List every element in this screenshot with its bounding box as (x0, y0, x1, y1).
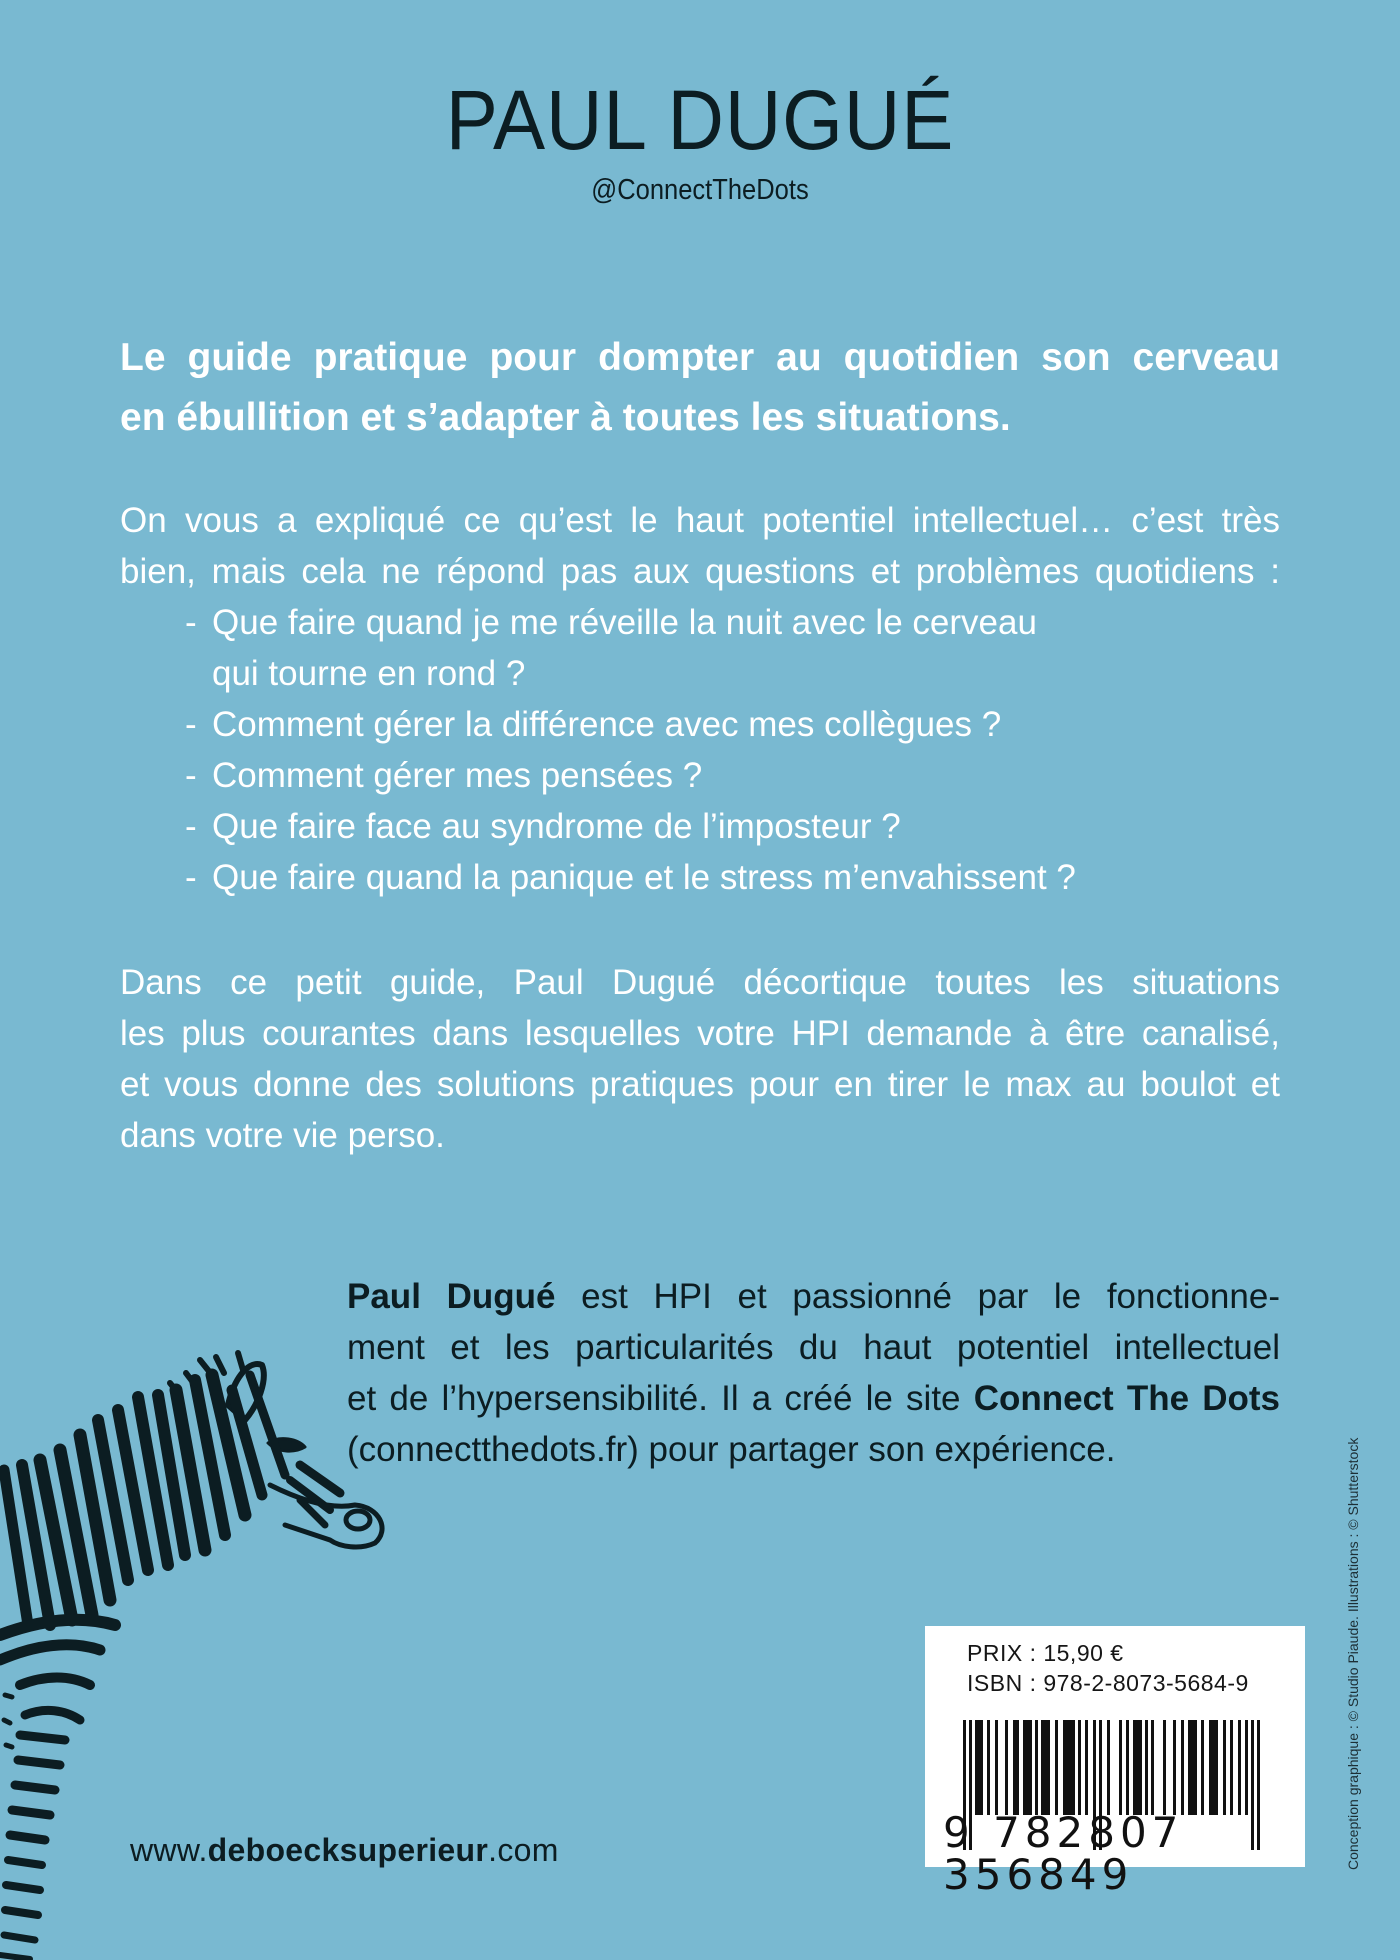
question-text: Que faire quand la panique et le stress m’envahissent ? (212, 858, 1076, 897)
bullet-dash: - (185, 756, 197, 795)
url-suffix: .com (488, 1832, 559, 1868)
bio-line-3-text: et de l’hypersensibilité. Il a créé le site (347, 1379, 974, 1418)
url-domain: deboecksuperieur (207, 1832, 489, 1868)
questions-list (185, 597, 1185, 903)
question-item (185, 699, 1185, 750)
isbn-label: ISBN : 978-2-8073-5684-9 (967, 1670, 1249, 1696)
price-label: PRIX : 15,90 € (967, 1640, 1124, 1666)
price-barcode-box (925, 1626, 1305, 1899)
bio-line-2: ment et les particularités du haut potentiel intellectuel (347, 1328, 1280, 1367)
intro-line-2: bien, mais cela ne répond pas aux questions et problèmes quotidiens : (120, 552, 1280, 591)
bio-line-1-text: est HPI et passionné par le fonctionne- (555, 1277, 1280, 1316)
bio-line-3 (347, 1373, 1280, 1424)
credits-vertical: Conception graphique : © Studio Piaude. Illustrations : © Shutterstock (1345, 1437, 1361, 1870)
question-item (185, 750, 1185, 801)
headline (120, 328, 1280, 448)
question-text: Que faire face au syndrome de l’imposteur ? (212, 807, 901, 846)
headline-line-1: Le guide pratique pour dompter au quotidien son cerveau (120, 336, 1280, 379)
publisher-url[interactable] (130, 1832, 559, 1869)
summary-paragraph (120, 957, 1280, 1161)
bio-author-name: Paul Dugué (347, 1277, 556, 1316)
question-text-cont: qui tourne en rond ? (212, 654, 526, 693)
summary-line-4: dans votre vie perso. (120, 1116, 445, 1155)
question-item (185, 801, 1185, 852)
barcode-digits: 9 782807 356849 (943, 1808, 1184, 1899)
summary-line-3: et vous donne des solutions pratiques pour en tirer le max au boulot et (120, 1065, 1280, 1104)
bio-line-1 (347, 1271, 1280, 1322)
question-text: Que faire quand je me réveille la nuit avec le cerveau (212, 603, 1037, 642)
intro-line-1: On vous a expliqué ce qu’est le haut potentiel intellectuel… c’est très (120, 501, 1280, 540)
bullet-dash: - (185, 603, 197, 642)
bio-site-name: Connect The Dots (973, 1379, 1281, 1418)
headline-line-2: en ébullition et s’adapter à toutes les situations. (120, 396, 1011, 439)
question-text: Comment gérer mes pensées ? (212, 756, 703, 795)
author-bio (347, 1271, 1280, 1475)
intro-paragraph (120, 495, 1280, 597)
bio-line-4: (connectthedots.fr) pour partager son expérience. (347, 1430, 1116, 1469)
author-handle: @ConnectTheDots (591, 174, 809, 206)
question-text: Comment gérer la différence avec mes collègues ? (212, 705, 1002, 744)
summary-line-1: Dans ce petit guide, Paul Dugué décortique toutes les situations (120, 963, 1280, 1002)
bullet-dash: - (185, 807, 197, 846)
author-name: PAUL DUGUÉ (445, 73, 955, 167)
summary-line-2: les plus courantes dans lesquelles votre HPI demande à être canalisé, (120, 1014, 1280, 1053)
bullet-dash: - (185, 858, 197, 897)
url-prefix: www. (130, 1832, 208, 1868)
question-item (185, 852, 1185, 903)
bullet-dash: - (185, 705, 197, 744)
question-item (185, 597, 1185, 699)
